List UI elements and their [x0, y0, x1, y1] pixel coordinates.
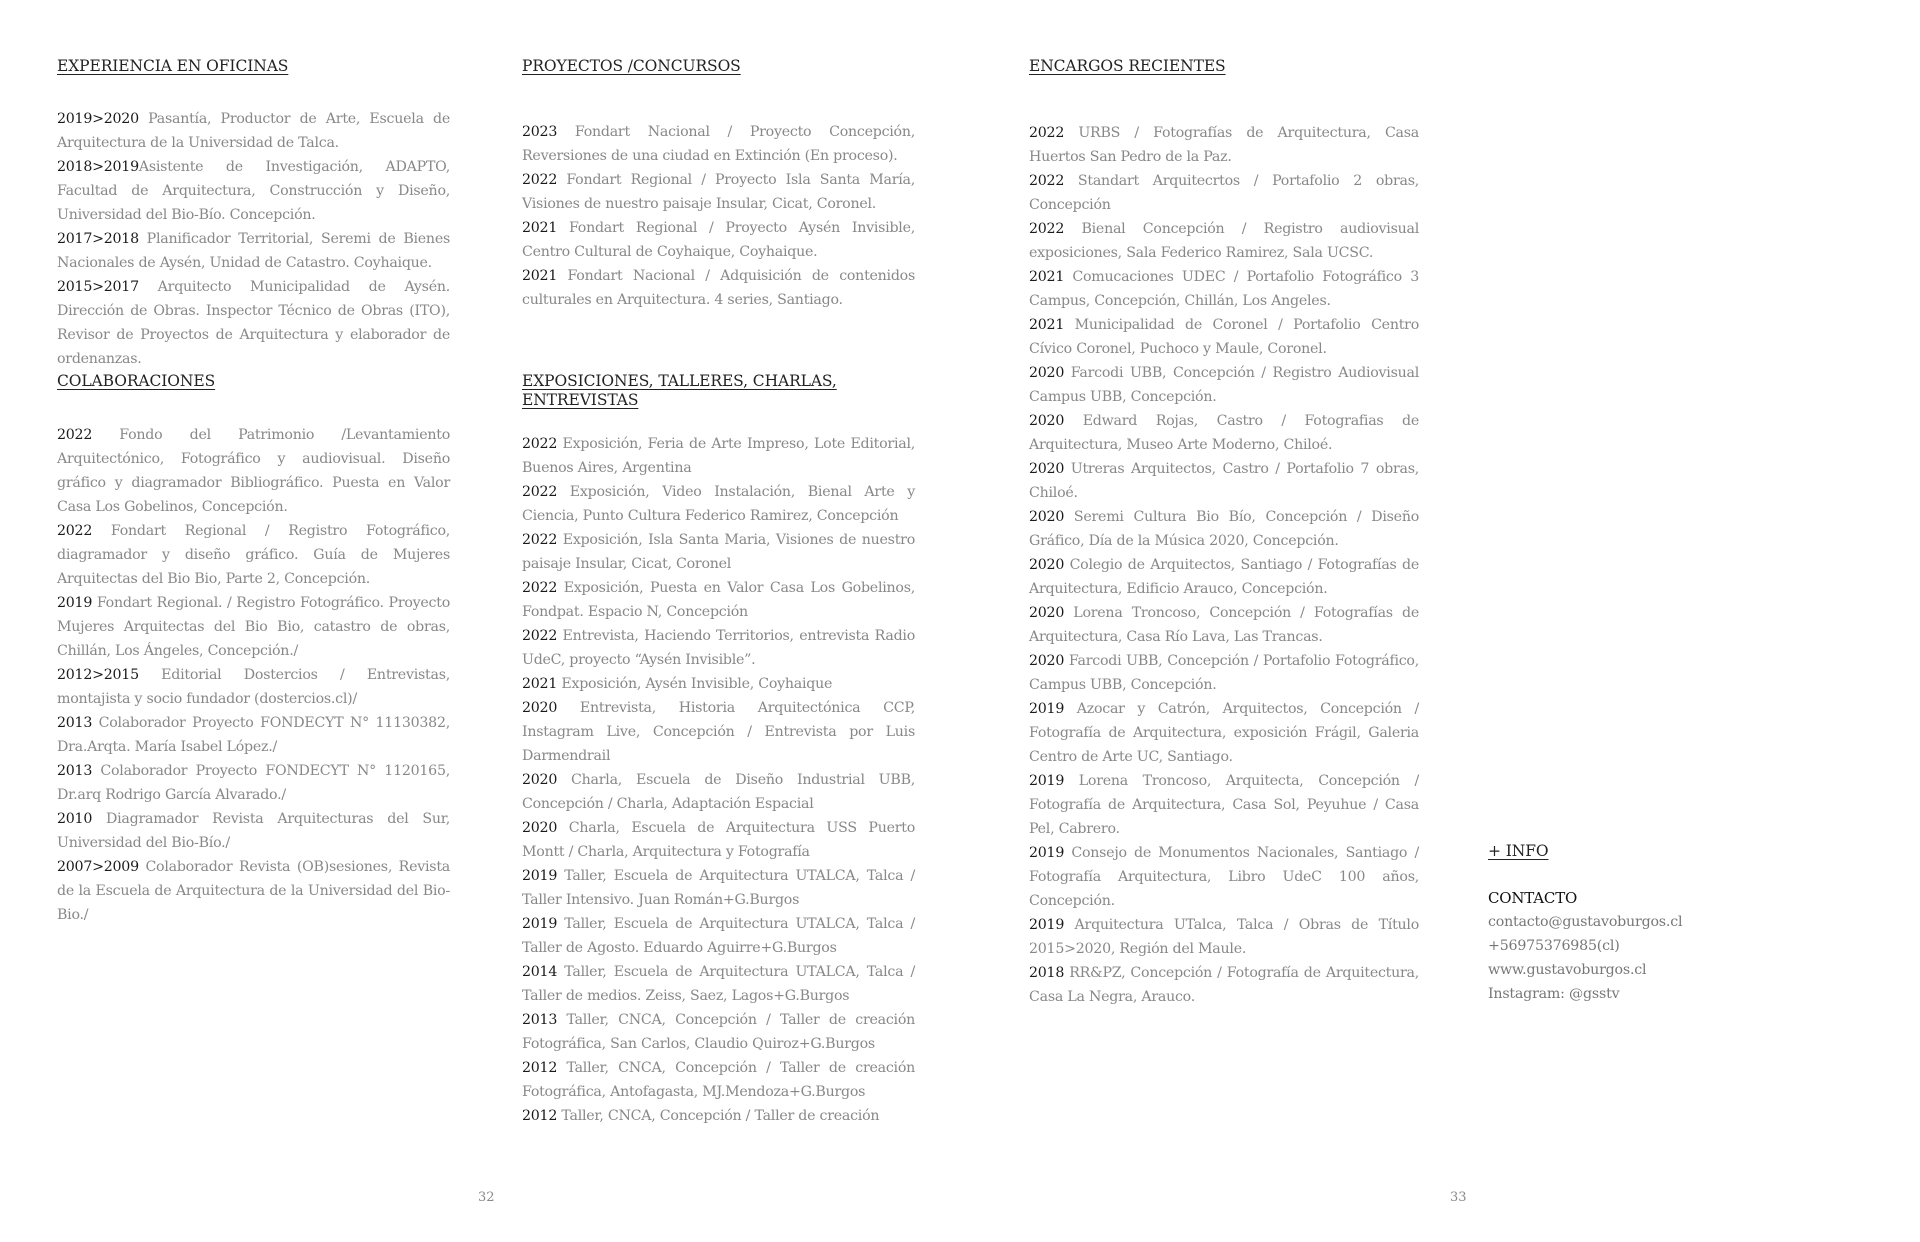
entry-text: Bienal Concepción / Registro audiovisual exposiciones, Sala Federico Ramirez, Sala UCSC.: [1029, 221, 1419, 261]
list-item: [522, 120, 915, 168]
list-item: [522, 768, 915, 816]
entry-text: Municipalidad de Coronel / Portafolio Centro Cívico Coronel, Puchoco y Maule, Coronel.: [1029, 317, 1419, 357]
entry-text: Diagramador Revista Arquitecturas del Sur, Universidad del Bio-Bío./: [57, 811, 450, 851]
list-item: [522, 1056, 915, 1104]
entry-text: Colaborador Revista (OB)sesiones, Revista de la Escuela de Arquitectura de la Universidad del Bio-Bio./: [57, 859, 450, 923]
list-item: [1029, 601, 1419, 649]
entry-year: 2019>2020: [57, 111, 139, 127]
list-encargos: [1029, 121, 1419, 1009]
entry-year: 2020: [522, 772, 558, 788]
entry-text: Seremi Cultura Bio Bío, Concepción / Diseño Gráfico, Día de la Música 2020, Concepción.: [1029, 509, 1419, 549]
entry-year: 2020: [1029, 461, 1065, 477]
list-item: [522, 1104, 915, 1128]
entry-year: 2022: [57, 523, 93, 539]
entry-text: Azocar y Catrón, Arquitectos, Concepción / Fotografía de Arquitectura, exposición Frágil, Galeria Centro de Arte UC, Santiago.: [1029, 701, 1419, 765]
entry-text: Arquitecto Municipalidad de Aysén. Dirección de Obras. Inspector Técnico de Obras (ITO), Revisor de Proyectos de Arquitectura y elaborador de ordenanzas.: [57, 279, 450, 367]
entry-year: 2022: [1029, 221, 1065, 237]
entry-year: 2020: [1029, 413, 1065, 429]
entry-text: Colegio de Arquitectos, Santiago / Fotografías de Arquitectura, Edificio Arauco, Concepción.: [1029, 557, 1419, 597]
entry-text: Editorial Dostercios / Entrevistas, montajista y socio fundador (dostercios.cl)/: [57, 667, 450, 707]
list-item: [1029, 217, 1419, 265]
list-item: [522, 960, 915, 1008]
list-item: [522, 264, 915, 312]
entry-year: 2015>2017: [57, 279, 139, 295]
list-item: [522, 168, 915, 216]
heading-proyectos: PROYECTOS /CONCURSOS: [522, 57, 741, 75]
list-item: [1029, 457, 1419, 505]
list-item: [522, 216, 915, 264]
entry-year: 2012: [522, 1108, 558, 1124]
entry-text: Fondo del Patrimonio /Levantamiento Arquitectónico, Fotográfico y audiovisual. Diseño gráfico y diagramador Bibliográfico. Puesta en Valor Casa Los Gobelinos, Concepción.: [57, 427, 450, 515]
entry-text: Charla, Escuela de Diseño Industrial UBB, Concepción / Charla, Adaptación Espacial: [522, 772, 915, 812]
entry-text: Fondart Regional / Proyecto Aysén Invisible, Centro Cultural de Coyhaique, Coyhaique.: [522, 220, 915, 260]
entry-text: Exposición, Puesta en Valor Casa Los Gobelinos, Fondpat. Espacio N, Concepción: [522, 580, 915, 620]
entry-year: 2007>2009: [57, 859, 139, 875]
list-item: [1029, 169, 1419, 217]
entry-year: 2012: [522, 1060, 558, 1076]
list-item: [1029, 121, 1419, 169]
entry-year: 2012>2015: [57, 667, 139, 683]
entry-text: Fondart Nacional / Adquisición de contenidos culturales en Arquitectura. 4 series, Santiago.: [522, 268, 915, 308]
page-number-right: 33: [1450, 1190, 1467, 1205]
entry-year: 2019: [1029, 773, 1065, 789]
entry-text: Exposición, Aysén Invisible, Coyhaique: [557, 676, 833, 692]
entry-text: Fondart Nacional / Proyecto Concepción, Reversiones de una ciudad en Extinción (En proceso).: [522, 124, 915, 164]
list-item: [522, 1008, 915, 1056]
heading-experiencia: EXPERIENCIA EN OFICINAS: [57, 57, 289, 75]
entry-text: Colaborador Proyecto FONDECYT N° 11130382, Dra.Arqta. María Isabel López./: [57, 715, 450, 755]
list-item: [57, 591, 450, 663]
list-item: [522, 912, 915, 960]
entry-text: Asistente de Investigación, ADAPTO, Facultad de Arquitectura, Construcción y Diseño, Universidad del Bio-Bío. Concepción.: [57, 159, 450, 223]
list-item: [57, 711, 450, 759]
list-experiencia: [57, 107, 450, 371]
entry-text: Exposición, Video Instalación, Bienal Arte y Ciencia, Punto Cultura Federico Ramirez, Concepción: [522, 484, 915, 524]
entry-year: 2018: [1029, 965, 1065, 981]
list-item: [1029, 313, 1419, 361]
entry-text: Planificador Territorial, Seremi de Bienes Nacionales de Aysén, Unidad de Catastro. Coyhaique.: [57, 231, 450, 271]
entry-text: Taller, CNCA, Concepción / Taller de creación Fotográfica, San Carlos, Claudio Quiroz+G.Burgos: [522, 1012, 915, 1052]
list-item: [522, 816, 915, 864]
entry-year: 2013: [522, 1012, 558, 1028]
entry-text: Utreras Arquitectos, Castro / Portafolio 7 obras, Chiloé.: [1029, 461, 1419, 501]
entry-text: Standart Arquitecrtos / Portafolio 2 obras, Concepción: [1029, 173, 1419, 213]
entry-year: 2018>2019: [57, 159, 139, 175]
entry-text: Exposición, Feria de Arte Impreso, Lote Editorial, Buenos Aires, Argentina: [522, 436, 915, 476]
list-item: [57, 275, 450, 371]
entry-year: 2022: [522, 532, 558, 548]
list-item: [1029, 553, 1419, 601]
entry-year: 2019: [1029, 845, 1065, 861]
contact-title: CONTACTO: [1488, 889, 1578, 907]
entry-year: 2020: [1029, 557, 1065, 573]
list-item: [522, 480, 915, 528]
entry-text: Pasantía, Productor de Arte, Escuela de Arquitectura de la Universidad de Talca.: [57, 111, 450, 151]
entry-year: 2022: [522, 172, 558, 188]
entry-year: 2021: [522, 268, 558, 284]
list-item: [57, 855, 450, 927]
entry-year: 2013: [57, 763, 93, 779]
entry-text: Fondart Regional. / Registro Fotográfico. Proyecto Mujeres Arquitectas del Bio Bio, catastro de obras, Chillán, Los Ángeles, Concepción./: [57, 595, 450, 659]
entry-year: 2019: [522, 916, 558, 932]
list-item: [1029, 961, 1419, 1009]
entry-year: 2019: [1029, 917, 1065, 933]
list-item: [522, 624, 915, 672]
list-item: [57, 759, 450, 807]
entry-year: 2021: [522, 676, 558, 692]
entry-year: 2022: [522, 436, 558, 452]
entry-text: RR&PZ, Concepción / Fotografía de Arquitectura, Casa La Negra, Arauco.: [1029, 965, 1419, 1005]
contact-website[interactable]: www.gustavoburgos.cl: [1488, 962, 1647, 978]
entry-text: Arquitectura UTalca, Talca / Obras de Título 2015>2020, Región del Maule.: [1029, 917, 1419, 957]
entry-year: 2020: [1029, 509, 1065, 525]
entry-text: Taller, Escuela de Arquitectura UTALCA, Talca / Taller de medios. Zeiss, Saez, Lagos+G.Burgos: [522, 964, 915, 1004]
entry-text: Consejo de Monumentos Nacionales, Santiago / Fotografía Arquitectura, Libro UdeC 100 años, Concepción.: [1029, 845, 1419, 909]
list-item: [1029, 409, 1419, 457]
entry-text: Farcodi UBB, Concepción / Registro Audiovisual Campus UBB, Concepción.: [1029, 365, 1419, 405]
entry-year: 2010: [57, 811, 93, 827]
list-item: [1029, 841, 1419, 913]
heading-exposiciones: EXPOSICIONES, TALLERES, CHARLAS, ENTREVISTAS: [522, 372, 837, 409]
entry-text: URBS / Fotografías de Arquitectura, Casa Huertos San Pedro de la Paz.: [1029, 125, 1419, 165]
entry-year: 2021: [1029, 317, 1065, 333]
entry-text: Charla, Escuela de Arquitectura USS Puerto Montt / Charla, Arquitectura y Fotografía: [522, 820, 915, 860]
list-item: [1029, 265, 1419, 313]
entry-text: Exposición, Isla Santa Maria, Visiones de nuestro paisaje Insular, Cicat, Coronel: [522, 532, 915, 572]
entry-year: 2022: [522, 580, 558, 596]
entry-text: Colaborador Proyecto FONDECYT N° 1120165, Dr.arq Rodrigo García Alvarado./: [57, 763, 450, 803]
entry-year: 2022: [57, 427, 93, 443]
list-item: [522, 696, 915, 768]
contact-instagram: Instagram: @gsstv: [1488, 986, 1620, 1002]
entry-text: Fondart Regional / Proyecto Isla Santa María, Visiones de nuestro paisaje Insular, Cicat, Coronel.: [522, 172, 915, 212]
list-item: [522, 672, 915, 696]
list-item: [57, 107, 450, 155]
list-proyectos: [522, 120, 915, 312]
list-item: [522, 528, 915, 576]
list-colaboraciones: [57, 423, 450, 927]
list-item: [1029, 697, 1419, 769]
list-item: [522, 576, 915, 624]
list-item: [1029, 769, 1419, 841]
entry-year: 2020: [522, 700, 558, 716]
heading-encargos: ENCARGOS RECIENTES: [1029, 57, 1226, 75]
entry-text: Fondart Regional / Registro Fotográfico, diagramador y diseño gráfico. Guía de Mujeres Arquitectas del Bio Bio, Parte 2, Concepción.: [57, 523, 450, 587]
entry-year: 2020: [1029, 365, 1065, 381]
list-item: [57, 807, 450, 855]
contact-phone: +56975376985(cl): [1488, 938, 1620, 954]
entry-year: 2021: [1029, 269, 1065, 285]
list-item: [1029, 913, 1419, 961]
entry-year: 2019: [522, 868, 558, 884]
entry-year: 2014: [522, 964, 558, 980]
entry-text: Lorena Troncoso, Arquitecta, Concepción / Fotografía de Arquitectura, Casa Sol, Peyuhue / Casa Pel, Cabrero.: [1029, 773, 1419, 837]
list-item: [522, 432, 915, 480]
entry-year: 2017>2018: [57, 231, 139, 247]
entry-text: Edward Rojas, Castro / Fotografias de Arquitectura, Museo Arte Moderno, Chiloé.: [1029, 413, 1419, 453]
list-item: [57, 155, 450, 227]
page-number-left: 32: [478, 1190, 495, 1205]
contact-email[interactable]: contacto@gustavoburgos.cl: [1488, 914, 1683, 930]
entry-text: Taller, Escuela de Arquitectura UTALCA, Talca / Taller Intensivo. Juan Román+G.Burgos: [522, 868, 915, 908]
list-item: [1029, 649, 1419, 697]
entry-year: 2020: [1029, 605, 1065, 621]
entry-text: Taller, CNCA, Concepción / Taller de creación: [557, 1108, 880, 1124]
entry-year: 2021: [522, 220, 558, 236]
entry-year: 2013: [57, 715, 93, 731]
entry-text: Comucaciones UDEC / Portafolio Fotográfico 3 Campus, Concepción, Chillán, Los Angeles.: [1029, 269, 1419, 309]
entry-year: 2022: [1029, 125, 1065, 141]
heading-colaboraciones: COLABORACIONES: [57, 372, 216, 390]
entry-text: Entrevista, Haciendo Territorios, entrevista Radio UdeC, proyecto “Aysén Invisible”.: [522, 628, 915, 668]
entry-text: Taller, CNCA, Concepción / Taller de creación Fotográfica, Antofagasta, MJ.Mendoza+G.Burgos: [522, 1060, 915, 1100]
entry-year: 2023: [522, 124, 558, 140]
entry-year: 2022: [522, 628, 558, 644]
entry-year: 2022: [522, 484, 558, 500]
list-item: [57, 519, 450, 591]
entry-year: 2019: [1029, 701, 1065, 717]
heading-info: + INFO: [1488, 842, 1549, 860]
entry-year: 2019: [57, 595, 93, 611]
entry-year: 2022: [1029, 173, 1065, 189]
list-item: [522, 864, 915, 912]
entry-year: 2020: [1029, 653, 1065, 669]
entry-text: Farcodi UBB, Concepción / Portafolio Fotográfico, Campus UBB, Concepción.: [1029, 653, 1419, 693]
list-exposiciones: [522, 432, 915, 1128]
list-item: [57, 423, 450, 519]
entry-text: Lorena Troncoso, Concepción / Fotografías de Arquitectura, Casa Río Lava, Las Trancas.: [1029, 605, 1419, 645]
list-item: [1029, 505, 1419, 553]
list-item: [57, 663, 450, 711]
entry-text: Entrevista, Historia Arquitectónica CCP, Instagram Live, Concepción / Entrevista por Luis Darmendrail: [522, 700, 915, 764]
entry-year: 2020: [522, 820, 558, 836]
list-item: [57, 227, 450, 275]
entry-text: Taller, Escuela de Arquitectura UTALCA, Talca / Taller de Agosto. Eduardo Aguirre+G.Burgos: [522, 916, 915, 956]
list-item: [1029, 361, 1419, 409]
